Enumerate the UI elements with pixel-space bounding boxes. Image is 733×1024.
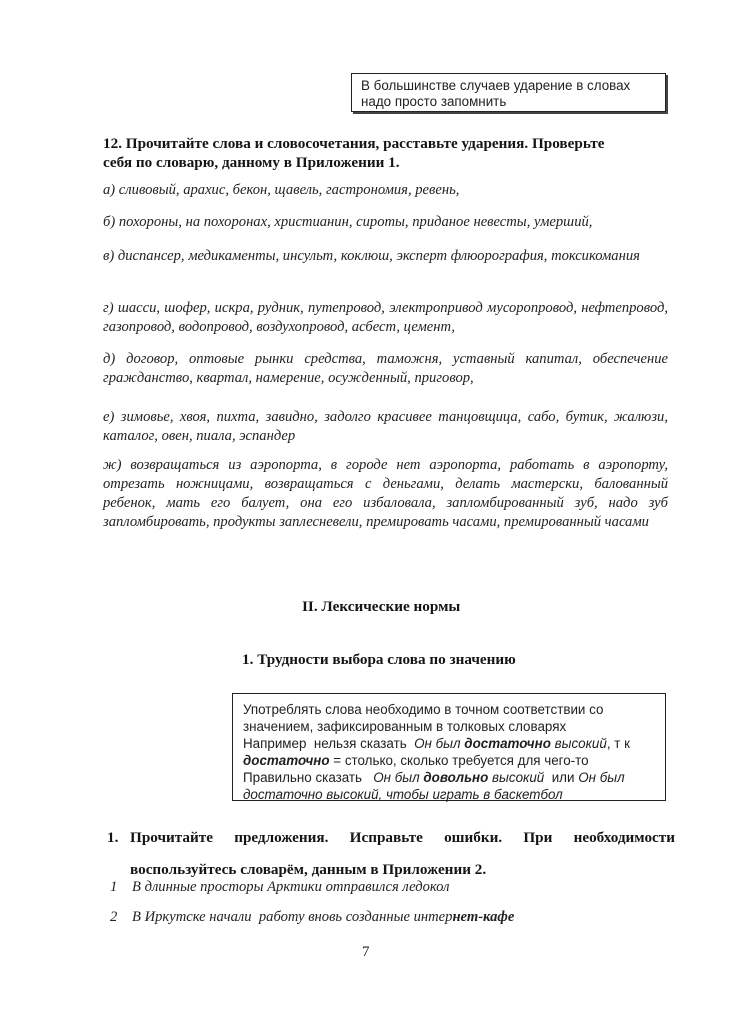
example-italic: высокий xyxy=(488,770,545,785)
task-12-item-e: е) зимовье, хвоя, пихта, завидно, задолго красивее танцовщица, сабо, бутик, жалюзи, каталог, овен, пиала, эспандер xyxy=(103,409,668,444)
note-line: Употреблять слова необходимо в точном соответствии со xyxy=(243,702,604,717)
sentence-number: 2 xyxy=(110,909,118,925)
note-text: или xyxy=(544,770,579,785)
task-1-heading-line2: воспользуйтесь словарём, данным в Приложении 2. xyxy=(130,861,487,878)
example-italic: Он был xyxy=(373,770,424,785)
note-text: Например нельзя сказать xyxy=(243,736,415,751)
example-italic: Он был xyxy=(414,736,465,751)
sentence-text-bold: нет-кафе xyxy=(452,909,515,925)
task-1-number: 1. xyxy=(107,829,119,846)
note-line xyxy=(243,752,659,769)
note-line: В большинстве случаев ударение в словах xyxy=(361,78,631,93)
note-line xyxy=(243,769,659,786)
example-emphasis: достаточно xyxy=(464,736,551,751)
example-emphasis: достаточно xyxy=(243,753,330,768)
note-text: = столько, сколько требуется для чего-то xyxy=(329,753,589,768)
sentence-text: В длинные просторы Арктики отправился ледокол xyxy=(132,879,450,895)
task-12-item-a: а) сливовый, арахис, бекон, щавель, гастрономия, ревень, xyxy=(103,182,460,198)
task-12-heading xyxy=(103,134,683,172)
task-12-heading-line2: себя по словарю, данному в Приложении 1. xyxy=(103,154,400,171)
section-title: II. Лексические нормы xyxy=(302,598,461,615)
task-12-item-g: г) шасси, шофер, искра, рудник, путепровод, электропривод мусоропровод, нефтепровод, газопровод, водопровод, воздухопровод, асбест, цемент, xyxy=(103,300,668,335)
note-box-word-meaning xyxy=(232,693,666,801)
note-line: значением, зафиксированным в толковых словарях xyxy=(243,719,567,734)
subsection-title: 1. Трудности выбора слова по значению xyxy=(242,651,516,668)
task-12-item-v: в) диспансер, медикаменты, инсульт, коклюш, эксперт флюорография, токсикомания xyxy=(103,248,640,264)
sentence-1 xyxy=(110,879,449,896)
note-text: Правильно сказать xyxy=(243,770,374,785)
page-number: 7 xyxy=(362,944,370,960)
example-emphasis: довольно xyxy=(423,770,489,785)
example-italic: высокий xyxy=(550,736,607,751)
task-12-item-zh: ж) возвращаться из аэропорта, в городе нет аэропорта, работать в аэропорту, отрезать ножницами, возвращаться с деньгами, делать мастерски, балованный ребенок, мать его балует, она его избаловала, запломбированный зуб, надо зуб запломбировать, продукты заплесневели, премировать часами, премированный часами xyxy=(103,457,668,530)
task-12-heading-line1: 12. Прочитайте слова и словосочетания, расставьте ударения. Проверьте xyxy=(103,135,605,152)
task-1-heading xyxy=(107,822,675,886)
note-line xyxy=(243,735,659,752)
task-1-heading-line1: Прочитайте предложения. Исправьте ошибки. При необходимости xyxy=(130,829,675,846)
example-italic: Он был xyxy=(578,770,625,785)
task-12-item-b: б) похороны, на похоронах, христианин, сироты, приданое невесты, умерший, xyxy=(103,214,593,230)
sentence-number: 1 xyxy=(110,879,118,895)
note-box-stress xyxy=(351,73,666,112)
note-line: достаточно высокий, чтобы играть в баскетбол xyxy=(243,787,563,802)
note-line: надо просто запомнить xyxy=(361,94,507,109)
sentence-2 xyxy=(110,909,514,926)
note-text: , т к xyxy=(606,736,630,751)
task-12-item-d: д) договор, оптовые рынки средства, таможня, уставный капитал, обеспечение гражданство, квартал, намерение, осужденный, приговор, xyxy=(103,351,668,386)
sentence-text: В Иркутске начали работу вновь созданные интер xyxy=(132,909,453,925)
